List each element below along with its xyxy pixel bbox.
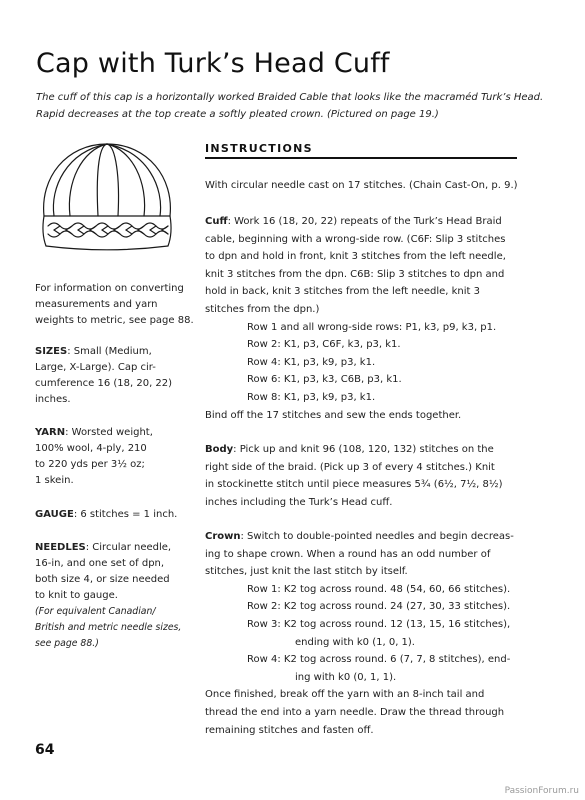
needles-text: 16-in, and one set of dpn, [35, 558, 165, 569]
crown-line: stitches, just knit the last stitch by itself. [205, 566, 408, 578]
body-section [205, 441, 535, 511]
sizes-text: Large, X-Large). Cap cir- [35, 362, 156, 373]
cuff-line: knit 3 stitches from the dpn. C6B: Slip 3 stitches to dpn and [205, 268, 505, 280]
body-label: Body [205, 444, 234, 455]
crown-label: Crown [205, 531, 241, 542]
note-line: measurements and yarn [35, 299, 158, 310]
gauge-text: : 6 stitches = 1 inch. [73, 509, 178, 520]
crown-line: ing to shape crown. When a round has an odd number of [205, 548, 491, 560]
page-title: Cap with Turk’s Head Cuff [36, 48, 390, 79]
needles-text: both size 4, or size needed [35, 574, 170, 585]
needles-note: (For equivalent Canadian/ [35, 606, 156, 617]
cuff-row: Row 2: K1, p3, C6F, k3, p3, k1. [247, 339, 401, 351]
cuff-row: Row 4: K1, p3, k9, p3, k1. [247, 356, 376, 368]
yarn-text: 1 skein. [35, 475, 74, 486]
finish-line: Once finished, break off the yarn with an 8-inch tail and [205, 689, 485, 701]
cast-on-text: With circular needle cast on 17 stitches. (Chain Cast-On, p. 9.) [205, 180, 518, 191]
needles-note: British and metric needle sizes, [35, 622, 182, 633]
sizes-label: SIZES [35, 346, 68, 357]
needles-text: to knit to gauge. [35, 590, 118, 601]
cuff-row: Row 1 and all wrong-side rows: P1, k3, p9, k3, p1. [247, 321, 497, 333]
finish-line: thread the end into a yarn needle. Draw the thread through [205, 706, 505, 718]
cuff-row: Row 6: K1, p3, k3, C6B, p3, k1. [247, 374, 402, 386]
yarn-label: YARN [35, 427, 66, 438]
sizes-text: cumference 16 (18, 20, 22) [35, 378, 173, 389]
needles-label: NEEDLES [35, 542, 86, 553]
instructions-heading: INSTRUCTIONS [205, 142, 313, 155]
cuff-line: : Work 16 (18, 20, 22) repeats of the Turk’s Head Braid [227, 216, 502, 227]
cuff-line: hold in back, knit 3 stitches from the left needle, knit 3 [205, 286, 480, 298]
heading-rule [205, 157, 517, 159]
yarn-text: 100% wool, 4-ply, 210 [35, 443, 147, 454]
cap-illustration [36, 138, 178, 258]
cuff-label: Cuff [205, 216, 228, 227]
cuff-line: cable, beginning with a wrong-side row. (C6F: Slip 3 stitches [205, 233, 506, 245]
finish-line: remaining stitches and fasten off. [205, 724, 374, 736]
note-line: For information on converting [35, 283, 184, 294]
intro-text [36, 89, 544, 123]
body-line: right side of the braid. (Pick up 3 of every 4 stitches.) Knit [205, 461, 495, 473]
page-number: 64 [35, 742, 55, 758]
sizes-section [35, 344, 183, 408]
crown-section [205, 528, 535, 739]
cuff-row: Row 8: K1, p3, k9, p3, k1. [247, 391, 376, 403]
body-line: : Pick up and knit 96 (108, 120, 132) stitches on the [233, 444, 494, 455]
crown-line: : Switch to double-pointed needles and begin decreas- [240, 531, 514, 542]
sizes-text: : Small (Medium, [67, 346, 152, 357]
needles-note: see page 88.) [35, 638, 99, 649]
watermark: PassionForum.ru [504, 786, 579, 796]
crown-row: Row 4: K2 tog across round. 6 (7, 7, 8 stitches), end- [247, 654, 511, 666]
cuff-bind-off: Bind off the 17 stitches and sew the ends together. [205, 409, 462, 421]
needles-section [35, 540, 183, 652]
cast-on-paragraph [205, 177, 535, 195]
crown-row: Row 1: K2 tog across round. 48 (54, 60, 66 stitches). [247, 583, 511, 595]
crown-row-continued: ing with k0 (0, 1, 1). [295, 671, 397, 683]
metric-conversion-note [35, 281, 194, 329]
yarn-section [35, 425, 183, 489]
note-line: weights to metric, see page 88. [35, 315, 194, 326]
sizes-text: inches. [35, 394, 71, 405]
body-line: in stockinette stitch until piece measures 5¾ (6½, 7½, 8½) [205, 479, 503, 491]
yarn-text: to 220 yds per 3½ oz; [35, 459, 145, 470]
crown-row-continued: ending with k0 (1, 0, 1). [295, 636, 415, 648]
intro-line: The cuff of this cap is a horizontally worked Braided Cable that looks like the macraméd Turk’s Head. [36, 92, 544, 103]
cuff-line: to dpn and hold in front, knit 3 stitches from the left needle, [205, 251, 506, 263]
intro-line: Rapid decreases at the top create a softly pleated crown. (Pictured on page 19.) [36, 109, 439, 120]
gauge-section [35, 507, 183, 523]
body-line: inches including the Turk’s Head cuff. [205, 496, 393, 508]
cuff-section [205, 213, 535, 424]
gauge-label: GAUGE [35, 509, 74, 520]
crown-row: Row 3: K2 tog across round. 12 (13, 15, 16 stitches), [247, 618, 511, 630]
cuff-line: stitches from the dpn.) [205, 303, 320, 315]
yarn-text: : Worsted weight, [65, 427, 153, 438]
needles-text: : Circular needle, [85, 542, 172, 553]
crown-row: Row 2: K2 tog across round. 24 (27, 30, 33 stitches). [247, 601, 511, 613]
